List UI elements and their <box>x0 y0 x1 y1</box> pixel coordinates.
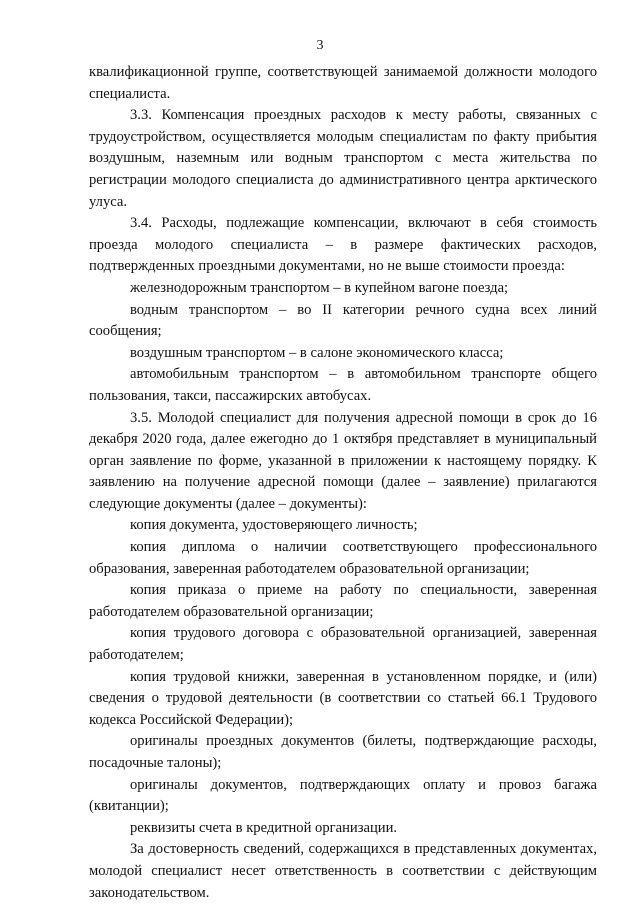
transport-water: водным транспортом – во II категории речного судна всех линий сообщения; <box>89 301 597 340</box>
paragraph-3-3: 3.3. Компенсация проездных расходов к месту работы, связанных с трудоустройством, осуществляется молодым специалистам по факту прибытия воздушным, наземным или водным транспортом с места жительства по регистрации молодого специалиста до административного центра арктического улуса. <box>89 107 597 210</box>
document-body <box>89 62 597 904</box>
transport-air: воздушным транспортом – в салоне экономического класса; <box>130 344 504 361</box>
document-item-baggage: оригиналы документов, подтверждающих оплату и провоз багажа (квитанции); <box>89 776 597 815</box>
document-item-diploma: копия диплома о наличии соответствующего профессионального образования, заверенная работодателем образовательной организации; <box>89 539 597 577</box>
paragraph-responsibility: За достоверность сведений, содержащихся в представленных документах, молодой специалист несет ответственность в соответствии с действующим законодательством. <box>89 841 597 901</box>
document-item-tickets: оригиналы проездных документов (билеты, подтверждающие расходы, посадочные талоны); <box>89 733 597 771</box>
document-item-contract: копия трудового договора с образовательной организацией, заверенная работодателем; <box>89 625 597 664</box>
document-item-id: копия документа, удостоверяющего личность; <box>130 517 418 534</box>
paragraph-3-4: 3.4. Расходы, подлежащие компенсации, включают в себя стоимость проезда молодого специалиста – в размере фактических расходов, подтвержденных проездными документами, но не выше стоимости проезда: <box>89 215 597 275</box>
page-number: 3 <box>316 38 324 53</box>
document-item-workbook: копия трудовой книжки, заверенная в установленном порядке, и (или) сведения о трудовой деятельности (в соответствии со статьей 66.1 Трудового кодекса Российской Федерации); <box>89 668 597 728</box>
transport-rail: железнодорожным транспортом – в купейном вагоне поезда; <box>130 279 509 296</box>
document-item-order: копия приказа о приеме на работу по специальности, заверенная работодателем образовательной организации; <box>89 582 597 620</box>
document-item-bank-details: реквизиты счета в кредитной организации. <box>130 819 398 836</box>
paragraph-continuation: квалификационной группе, соответствующей занимаемой должности молодого специалиста. <box>89 64 597 102</box>
transport-auto: автомобильным транспортом – в автомобильном транспорте общего пользования, такси, пассажирских автобусах. <box>89 366 597 404</box>
paragraph-3-5: 3.5. Молодой специалист для получения адресной помощи в срок до 16 декабря 2020 года, далее ежегодно до 1 октября представляет в муниципальный орган заявление по форме, указанной в приложении к настоящему порядку. К заявлению на получение адресной помощи (далее – заявление) прилагаются следующие документы (далее – документы): <box>89 409 597 512</box>
